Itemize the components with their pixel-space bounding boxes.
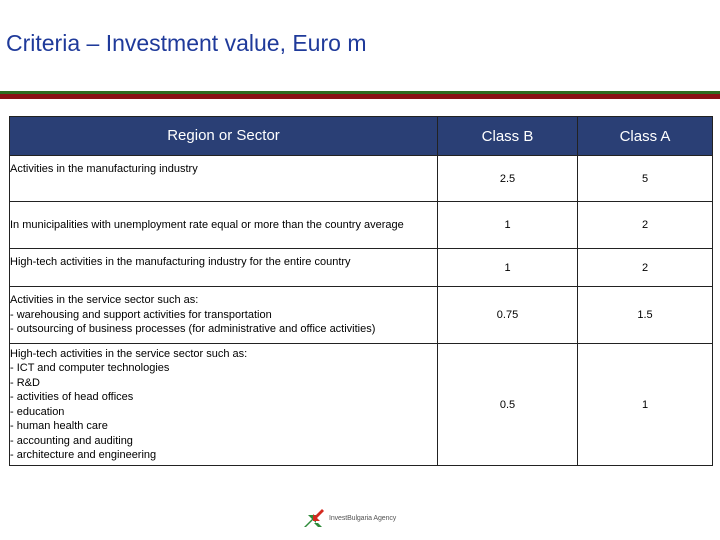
- row-class-a-value: 1: [578, 344, 713, 466]
- row-description: Activities in the manufacturing industry: [10, 156, 438, 202]
- row-description: High-tech activities in the service sector such as: - ICT and computer technologies - R&D - activities of head offices - education - human health care - accounting and auditing - architecture and engineering: [10, 344, 438, 466]
- criteria-table: [9, 116, 713, 466]
- table-row: [10, 287, 713, 344]
- row-description: In municipalities with unemployment rate equal or more than the country average: [10, 202, 438, 249]
- row-class-a-value: 2: [578, 249, 713, 287]
- row-class-b-value: 2.5: [438, 156, 578, 202]
- investbulgaria-logo: [302, 507, 396, 529]
- logo-text: InvestBulgaria Agency: [329, 514, 397, 522]
- row-class-a-value: 1.5: [578, 287, 713, 344]
- slide-title: Criteria – Investment value, Euro m: [6, 30, 367, 56]
- row-description: High-tech activities in the manufacturing industry for the entire country: [10, 249, 438, 287]
- table-header-row: [10, 117, 713, 156]
- table-row: [10, 249, 713, 287]
- table-row: [10, 202, 713, 249]
- title-divider-red: [0, 94, 720, 99]
- header-class-a: Class A: [578, 117, 713, 156]
- investbulgaria-logo-icon: [302, 507, 326, 529]
- row-class-b-value: 1: [438, 202, 578, 249]
- table-row: [10, 344, 713, 466]
- row-class-b-value: 1: [438, 249, 578, 287]
- table-row: [10, 156, 713, 202]
- header-region-or-sector: Region or Sector: [10, 117, 438, 156]
- row-description: Activities in the service sector such as: - warehousing and support activities for transportation - outsourcing of business processes (for administrative and office activities): [10, 287, 438, 344]
- row-class-a-value: 5: [578, 156, 713, 202]
- row-class-b-value: 0.5: [438, 344, 578, 466]
- row-class-a-value: 2: [578, 202, 713, 249]
- row-class-b-value: 0.75: [438, 287, 578, 344]
- header-class-b: Class B: [438, 117, 578, 156]
